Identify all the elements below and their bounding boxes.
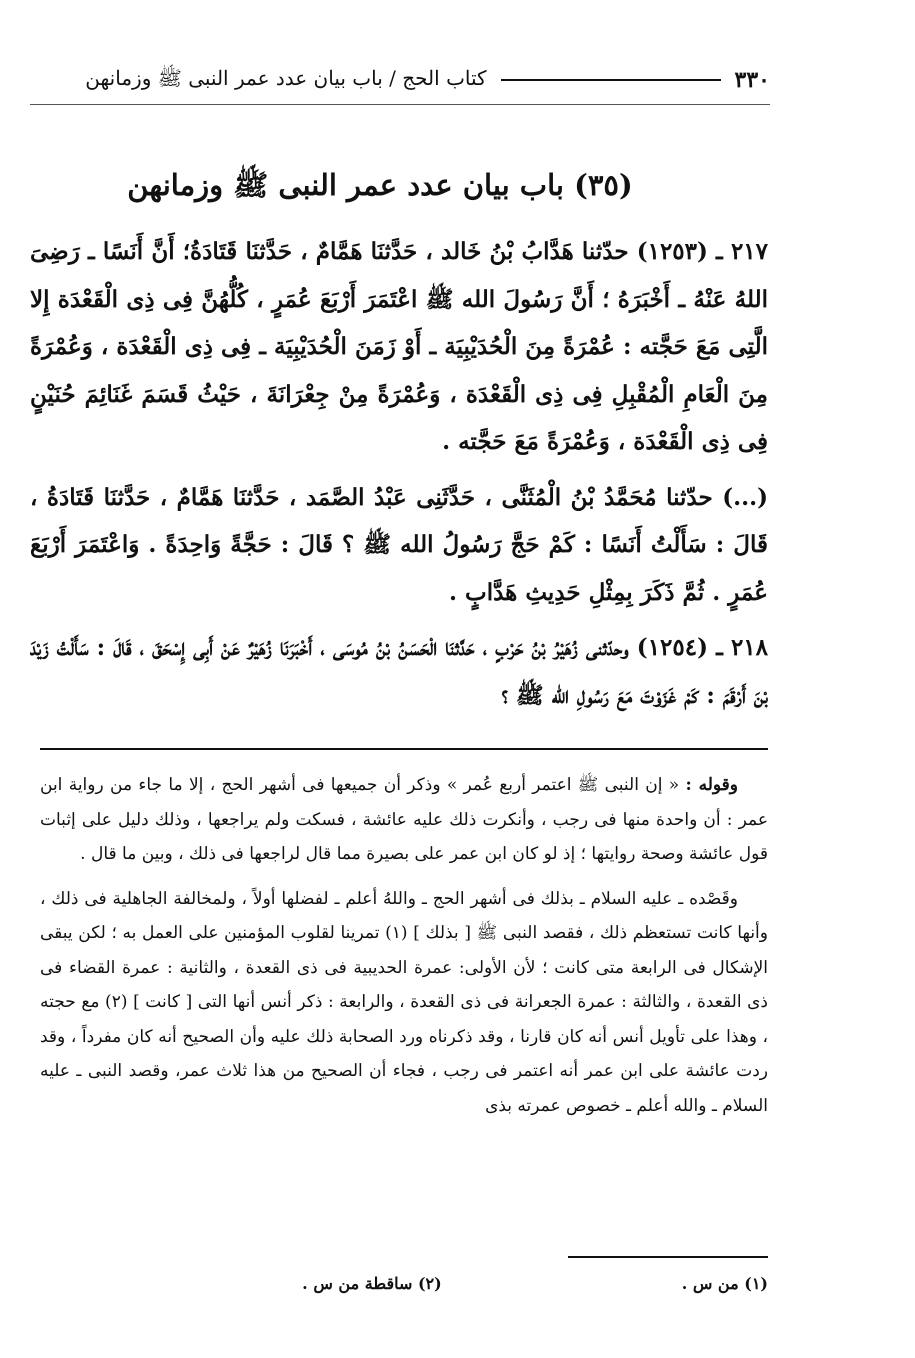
footnote-divider (568, 1256, 768, 1258)
page-number: ٣٣٠ (734, 67, 770, 93)
chapter-title: (٣٥) باب بيان عدد عمر النبى ﷺ وزمانهن (127, 168, 633, 202)
footnote-1: (١) من س . (681, 1274, 768, 1293)
commentary (40, 768, 768, 1133)
commentary-divider (40, 748, 768, 750)
running-header (30, 60, 770, 100)
commentary-paragraph-1 (40, 768, 768, 872)
commentary-lead: وقوله : (685, 775, 738, 795)
commentary-paragraph-2: وقَصْده ـ عليه السلام ـ بذلك فى أشهر الحج ـ واللهُ أعلم ـ لفضلها أولاً ، ولمخالفة الجاهلية فى ذلك ، وأنها كانت تستعظم ذلك ، فقصد النبى ﷺ [ بذلك ] (١) تمرينا لقلوب المؤمنين على العمل به ؛ لكن يبقى الإشكال فى الرابعة متى كانت ؛ لأن الأولى: عمرة الحديبية فى ذى القعدة ، والثانية : عمرة القضاء فى ذى القعدة ، والثالثة : عمرة الجعرانة فى ذى القعدة ، والرابعة : ذكر أنس أنها التى [ كانت ] (٢) مع حجته ، وهذا على تأويل أنس أنه كان قارنا ، وقد ذكرناه ورد الصحابة ذلك عليه وأن الصحيح أنه كان مفرداً ، وقد ردت عائشة على ابن عمر أنه اعتمر فى رجب ، فجاء أن الصحيح من هذا ثلاث عمر، وقصد النبى ـ عليه السلام ـ والله أعلم ـ خصوص عمرته بذى (40, 888, 769, 1116)
footnotes (200, 1274, 768, 1304)
header-divider (30, 104, 770, 105)
hadith-paragraph-218: ٢١٨ ـ (١٢٥٤) وحدّثنى زُهَيْرُ بْنُ حَرْبٍ ، حَدَّثنَا الْحَسَنُ بْنُ مُوسَى ، أَخْبَرَنَا زُهَيْرٌ عَنْ أَبِى إِسْحَقَ ، قَالَ : سَأَلْتُ زَيْدَ بْنَ أَرْقَمَ : كَمْ غَزَوْتَ مَعَ رَسُولِ الله ﷺ ؟ (30, 634, 769, 709)
hadith-paragraph-217: ٢١٧ ـ (١٢٥٣) حدّثنا هَدَّابُ بْنُ خَالد ، حَدَّثنَا هَمَّامٌ ، حَدَّثنَا قَتَادَةُ؛ أَنَّ أَنَسًا ـ رَضِىَ اللهُ عَنْهُ ـ أَخْبَرَهُ ؛ أَنَّ رَسُولَ الله ﷺ اعْتَمَرَ أَرْبَعَ عُمَرٍ ، كُلُّهُنَّ فِى ذِى الْقَعْدَة إِلا الَّتِى مَعَ حَجَّته : عُمْرَةً مِنَ الْحُدَيْبِيَة ـ أَوْ زَمَنَ الْحُدَيْبِيَة ـ فِى ذِى الْقَعْدَة ، وَعُمْرَةً مِنَ الْعَامِ الْمُقْبِلِ فِى ذِى الْقَعْدَة ، وَعُمْرَةً مِنْ جِعْرَانَةَ ، حَيْثُ قَسَمَ غَنَائِمَ حُنَيْنٍ فِى ذِى الْقَعْدَة ، وَعُمْرَةً مَعَ حَجَّته . (30, 238, 769, 455)
header-rule (501, 79, 721, 81)
hadith-paragraph-variant: (...) حدّثنا مُحَمَّدُ بْنُ الْمُثَنَّى ، حَدَّثَنِى عَبْدُ الصَّمَد ، حَدَّثنَا هَمَّامٌ ، حَدَّثنَا قَتَادَةُ ، قَالَ : سَأَلْتُ أَنَسًا : كَمْ حَجَّ رَسُولُ الله ﷺ ؟ قَالَ : حَجَّةً وَاحِدَةً . وَاعْتَمَرَ أَرْبَعَ عُمَرٍ . ثُمَّ ذَكَرَ بِمِثْلِ حَدِيثِ هَدَّابٍ . (30, 483, 768, 606)
footnote-2: (٢) ساقطة من س . (302, 1274, 442, 1293)
commentary-text-1: « إن النبى ﷺ اعتمر أربع عُمر » وذكر أن جميعها فى أشهر الحج ، إلا ما جاء من رواية ابن عمر : أن واحدة منها فى رجب ، وأنكرت ذلك عليه عائشة ، فسكت ولم يراجعها ، وذلك دليل على إثبات قول عائشة وصحة روايتها ؛ إذ لو كان ابن عمر على بصيرة مما قال لراجعها فى ذلك ، وبين ما قال . (40, 775, 768, 864)
main-text (30, 228, 768, 727)
running-header-title: كتاب الحج / باب بيان عدد عمر النبى ﷺ وزمانهن (85, 65, 487, 90)
